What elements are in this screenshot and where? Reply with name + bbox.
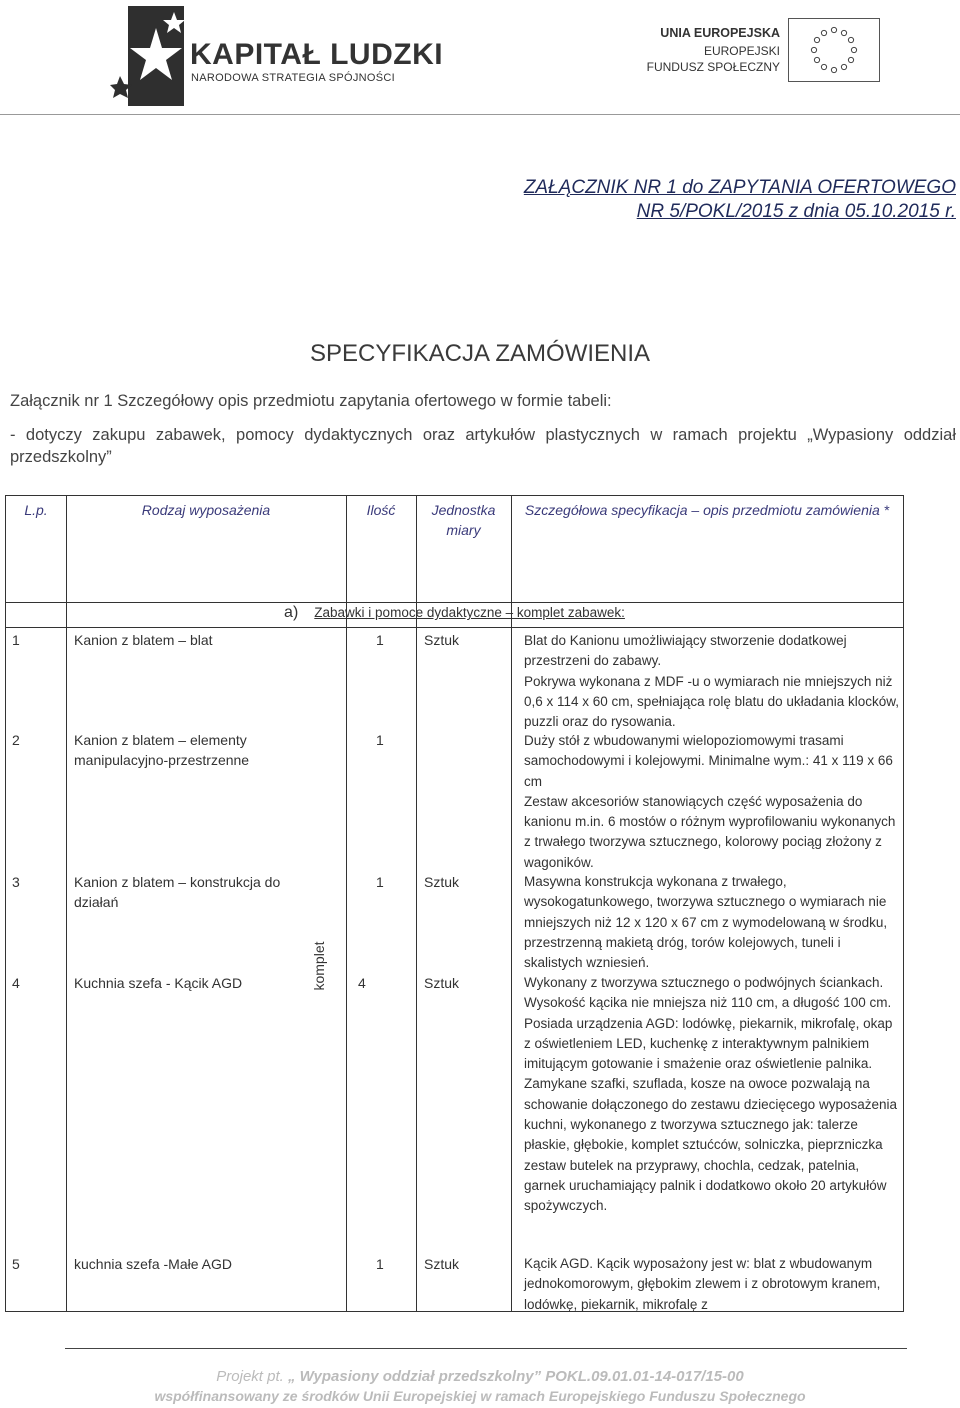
section-letter: a) (284, 604, 299, 621)
footer-cofinancing-line: współfinansowany ze środków Unii Europejskiej w ramach Europejskiego Funduszu Społecznego (154, 1388, 806, 1404)
row1-spec-p1: Blat do Kanionu umożliwiający stworzenie dodatkowej przestrzeni do zabawy. (524, 633, 847, 669)
annex-line-2: NR 5/POKL/2015 z dnia 05.10.2015 r. (636, 201, 956, 222)
eu-logo-line1: UNIA EUROPEJSKA (660, 26, 780, 40)
footer-project-prefix: Projekt pt. (216, 1368, 284, 1385)
kapital-ludzki-star-icon (110, 6, 202, 106)
row4-qty: 4 (358, 975, 366, 991)
section-text: Zabawki i pomoce dydaktyczne – komplet zabawek: (314, 605, 625, 620)
row1-lp: 1 (12, 632, 20, 648)
specification-table (5, 495, 904, 1312)
row3-unit: Sztuk (424, 874, 460, 890)
row4-unit: Sztuk (424, 975, 460, 991)
row2-qty: 1 (376, 732, 384, 748)
row3-spec: Masywna konstrukcja wykonana z trwałego, wysokogatunkowego, tworzywa sztucznego o wymiarach nie mniejszych niż 12 x 120 x 67 cm z wymodelowaną w środku, przestrzenną makietą dróg, torów kolejowych, tuneli i skalistych wzniesień. (524, 874, 888, 971)
row5-name: kuchnia szefa -Małe AGD (74, 1256, 232, 1272)
eu-logo (645, 18, 880, 83)
row-divider-section (6, 627, 903, 628)
row1-spec-p2: Pokrywa wykonana z MDF -u o wymiarach nie mniejszych niż 0,6 x 114 x 60 cm, spełniająca rolę blatu do układania klocków, puzzli oraz do rysowania. (524, 673, 899, 730)
eu-logo-line2: EUROPEJSKI (703, 44, 780, 58)
row4-lp: 4 (12, 975, 20, 991)
row1-unit: Sztuk (424, 632, 460, 648)
header-rodzaj: Rodzaj wyposażenia (141, 502, 271, 518)
kapital-ludzki-logo (110, 6, 444, 106)
row1-qty: 1 (376, 632, 384, 648)
header-spec: Szczegółowa specyfikacja – opis przedmiotu zamówienia * (524, 502, 890, 518)
footer-project-line (0, 1368, 960, 1385)
eu-logo-line3: FUNDUSZ SPOŁECZNY (646, 60, 780, 74)
header-divider (0, 114, 960, 115)
footer-project-name: „ Wypasiony oddział przedszkolny” POKL.09.01.01-14-017/15-00 (287, 1368, 744, 1385)
section-heading (6, 604, 903, 622)
komplet-label (307, 926, 331, 1006)
kapital-ludzki-subtitle: NARODOWA STRATEGIA SPÓJNOŚCI (191, 72, 395, 84)
header-ilosc: Ilość (366, 502, 396, 518)
row5-lp: 5 (12, 1256, 20, 1272)
komplet-label-text: komplet (311, 941, 327, 991)
row3-qty: 1 (376, 874, 384, 890)
row3-name: Kanion z blatem – konstrukcja do działań (74, 874, 281, 910)
row2-spec (524, 731, 902, 873)
annex-line-1: ZAŁĄCZNIK NR 1 do ZAPYTANIA OFERTOWEGO (523, 177, 956, 198)
row5-qty: 1 (376, 1256, 384, 1272)
row5-unit: Sztuk (424, 1256, 460, 1272)
header-lp: L.p. (24, 502, 48, 518)
footer-divider (65, 1348, 907, 1349)
row5-spec: Kącik AGD. Kącik wyposażony jest w: blat z wbudowanym jednokomorowym, głębokim zlewem i z obrotowym kranem, lodówkę, piekarnik, mikrofalę z (524, 1256, 881, 1312)
row1-spec (524, 631, 902, 732)
annex-reference (524, 176, 956, 224)
eu-flag-icon (788, 18, 880, 82)
kapital-ludzki-brand: KAPITAŁ LUDZKI (190, 38, 444, 71)
intro-line-2: - dotyczy zakupu zabawek, pomocy dydaktycznych oraz artykułów plastycznych w ramach projektu „Wypasiony oddział przedszkolny” (10, 426, 956, 466)
row3-lp: 3 (12, 874, 20, 890)
row4-spec: Wykonany z tworzywa sztucznego o podwójnych ściankach. Wysokość kącika nie mniejsza niż 110 cm, a długość 100 cm. Posiada urządzenia AGD: lodówkę, piekarnik, mikrofalę, okap z oświetleniem LED, kuchenkę z interaktywnym palnikiem imitującym gotowanie i smażenie oraz oświetlenie palnika. Zamykane szafki, szuflada, kosze na owoce pozwalają na schowanie dołączonego do zestawu dziecięcego wyposażenia kuchni, wykonanego z tworzywa sztucznego jak: talerze płaskie, głębokie, komplet sztućców, solniczka, pieprzniczka zestaw butelek na przyprawy, chochla, cedzak, patelnia, garnek uruchamiający palnik i dodatkowo około 20 artykułów spożywczych. (524, 975, 897, 1214)
header-jednostka: Jednostka miary (431, 502, 496, 538)
row2-spec-p1: Duży stół z wbudowanymi wielopoziomowymi trasami samochodowymi i kolejowymi. Minimalne wym.: 41 x 119 x 66 cm (524, 733, 893, 789)
document-title: SPECYFIKACJA ZAMÓWIENIA (309, 340, 651, 367)
row2-lp: 2 (12, 732, 20, 748)
intro-line-1: Załącznik nr 1 Szczegółowy opis przedmiotu zapytania ofertowego w formie tabeli: (10, 392, 612, 410)
row1-name: Kanion z blatem – blat (74, 632, 213, 648)
row-divider-header (6, 602, 903, 603)
row4-name: Kuchnia szefa - Kącik AGD (74, 975, 243, 991)
row2-spec-p2: Zestaw akcesoriów stanowiących część wyposażenia do kanionu m.in. 6 mostów o różnym wyprofilowaniu wykonanych z trwałego tworzywa sztucznego, kolorowy pociąg złożony z wagoników. (524, 793, 896, 870)
row2-name: Kanion z blatem – elementy manipulacyjno-przestrzenne (74, 732, 250, 768)
